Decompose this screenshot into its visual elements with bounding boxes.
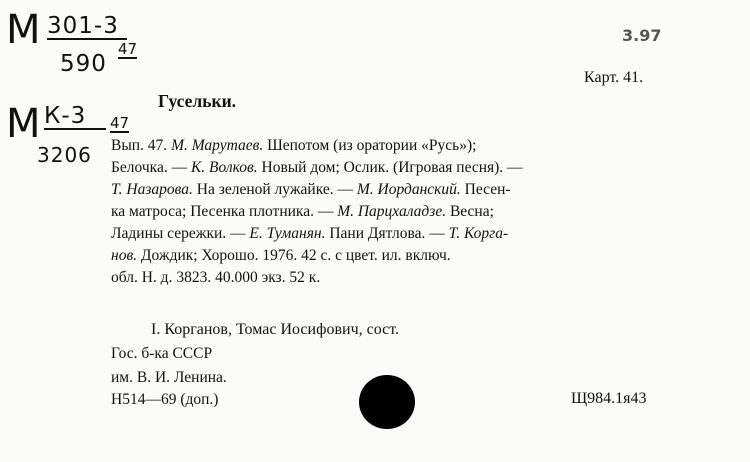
text-segment: обл. Н. д. 3823. 40.000 экз. 52 к. <box>111 269 321 286</box>
text-segment: Весна; <box>446 203 494 220</box>
card-number: Карт. 41. <box>584 69 644 86</box>
handwritten-mark: 47 <box>118 40 138 58</box>
text-segment: На зеленой лужайке. — <box>192 181 357 198</box>
description-line <box>111 135 666 157</box>
description-line <box>111 179 666 201</box>
text-segment: Новый дом; Ослик. (Игровая песня). — <box>257 159 523 176</box>
description-line <box>111 201 666 223</box>
author-name: Т. Назарова. <box>111 181 193 198</box>
classification-code: Щ984.1я43 <box>571 390 647 407</box>
author-name: М. Парцхаладзе. <box>337 203 447 220</box>
library-name: Гос. б-ка СССР <box>111 345 213 362</box>
text-segment: Белочка. — <box>111 159 191 176</box>
author-name: Е. Туманян. <box>249 225 326 242</box>
text-segment: Дождик; Хорошо. 1976. 42 с. с цвет. ил. включ. <box>137 247 451 264</box>
handwritten-shelf-code-top: К-3 <box>44 104 106 130</box>
description-line <box>111 245 666 267</box>
author-name: М. Марутаев. <box>171 137 264 154</box>
library-card-code: Н514—69 (доп.) <box>111 391 219 408</box>
text-segment: Шепотом (из оратории «Русь»); <box>263 137 477 154</box>
text-segment: Ладины сережки. — <box>111 225 250 242</box>
text-segment: Песен- <box>460 181 511 198</box>
handwritten-mark: 47 <box>110 114 130 132</box>
description-line <box>111 223 666 245</box>
author-name: нов. <box>111 247 138 264</box>
handwritten-shelf-code-top: 301-3 <box>47 14 127 40</box>
handwritten-shelf-code-bottom: 3206 <box>37 143 92 167</box>
stamp-mark: 3.97 <box>622 26 662 45</box>
author-entry: I. Корганов, Томас Иосифович, сост. <box>151 321 400 338</box>
handwritten-letter-m: М <box>6 7 41 53</box>
handwritten-letter-m: М <box>6 101 41 147</box>
author-name: Т. Корга- <box>448 225 509 242</box>
description-line <box>111 157 666 179</box>
library-subtitle: им. В. И. Ленина. <box>111 369 227 386</box>
text-segment: Пани Дятлова. — <box>325 225 449 242</box>
card-title: Гусельки. <box>158 91 237 111</box>
text-segment: Вып. 47. <box>111 137 172 154</box>
text-segment: ка матроса; Песенка плотника. — <box>111 203 338 220</box>
author-name: К. Волков. <box>190 159 258 176</box>
description-block <box>111 135 666 289</box>
punch-hole <box>359 375 415 429</box>
handwritten-shelf-code-bottom: 590 <box>60 51 107 77</box>
description-line <box>111 267 666 289</box>
author-name: М. Иорданский. <box>356 181 461 198</box>
